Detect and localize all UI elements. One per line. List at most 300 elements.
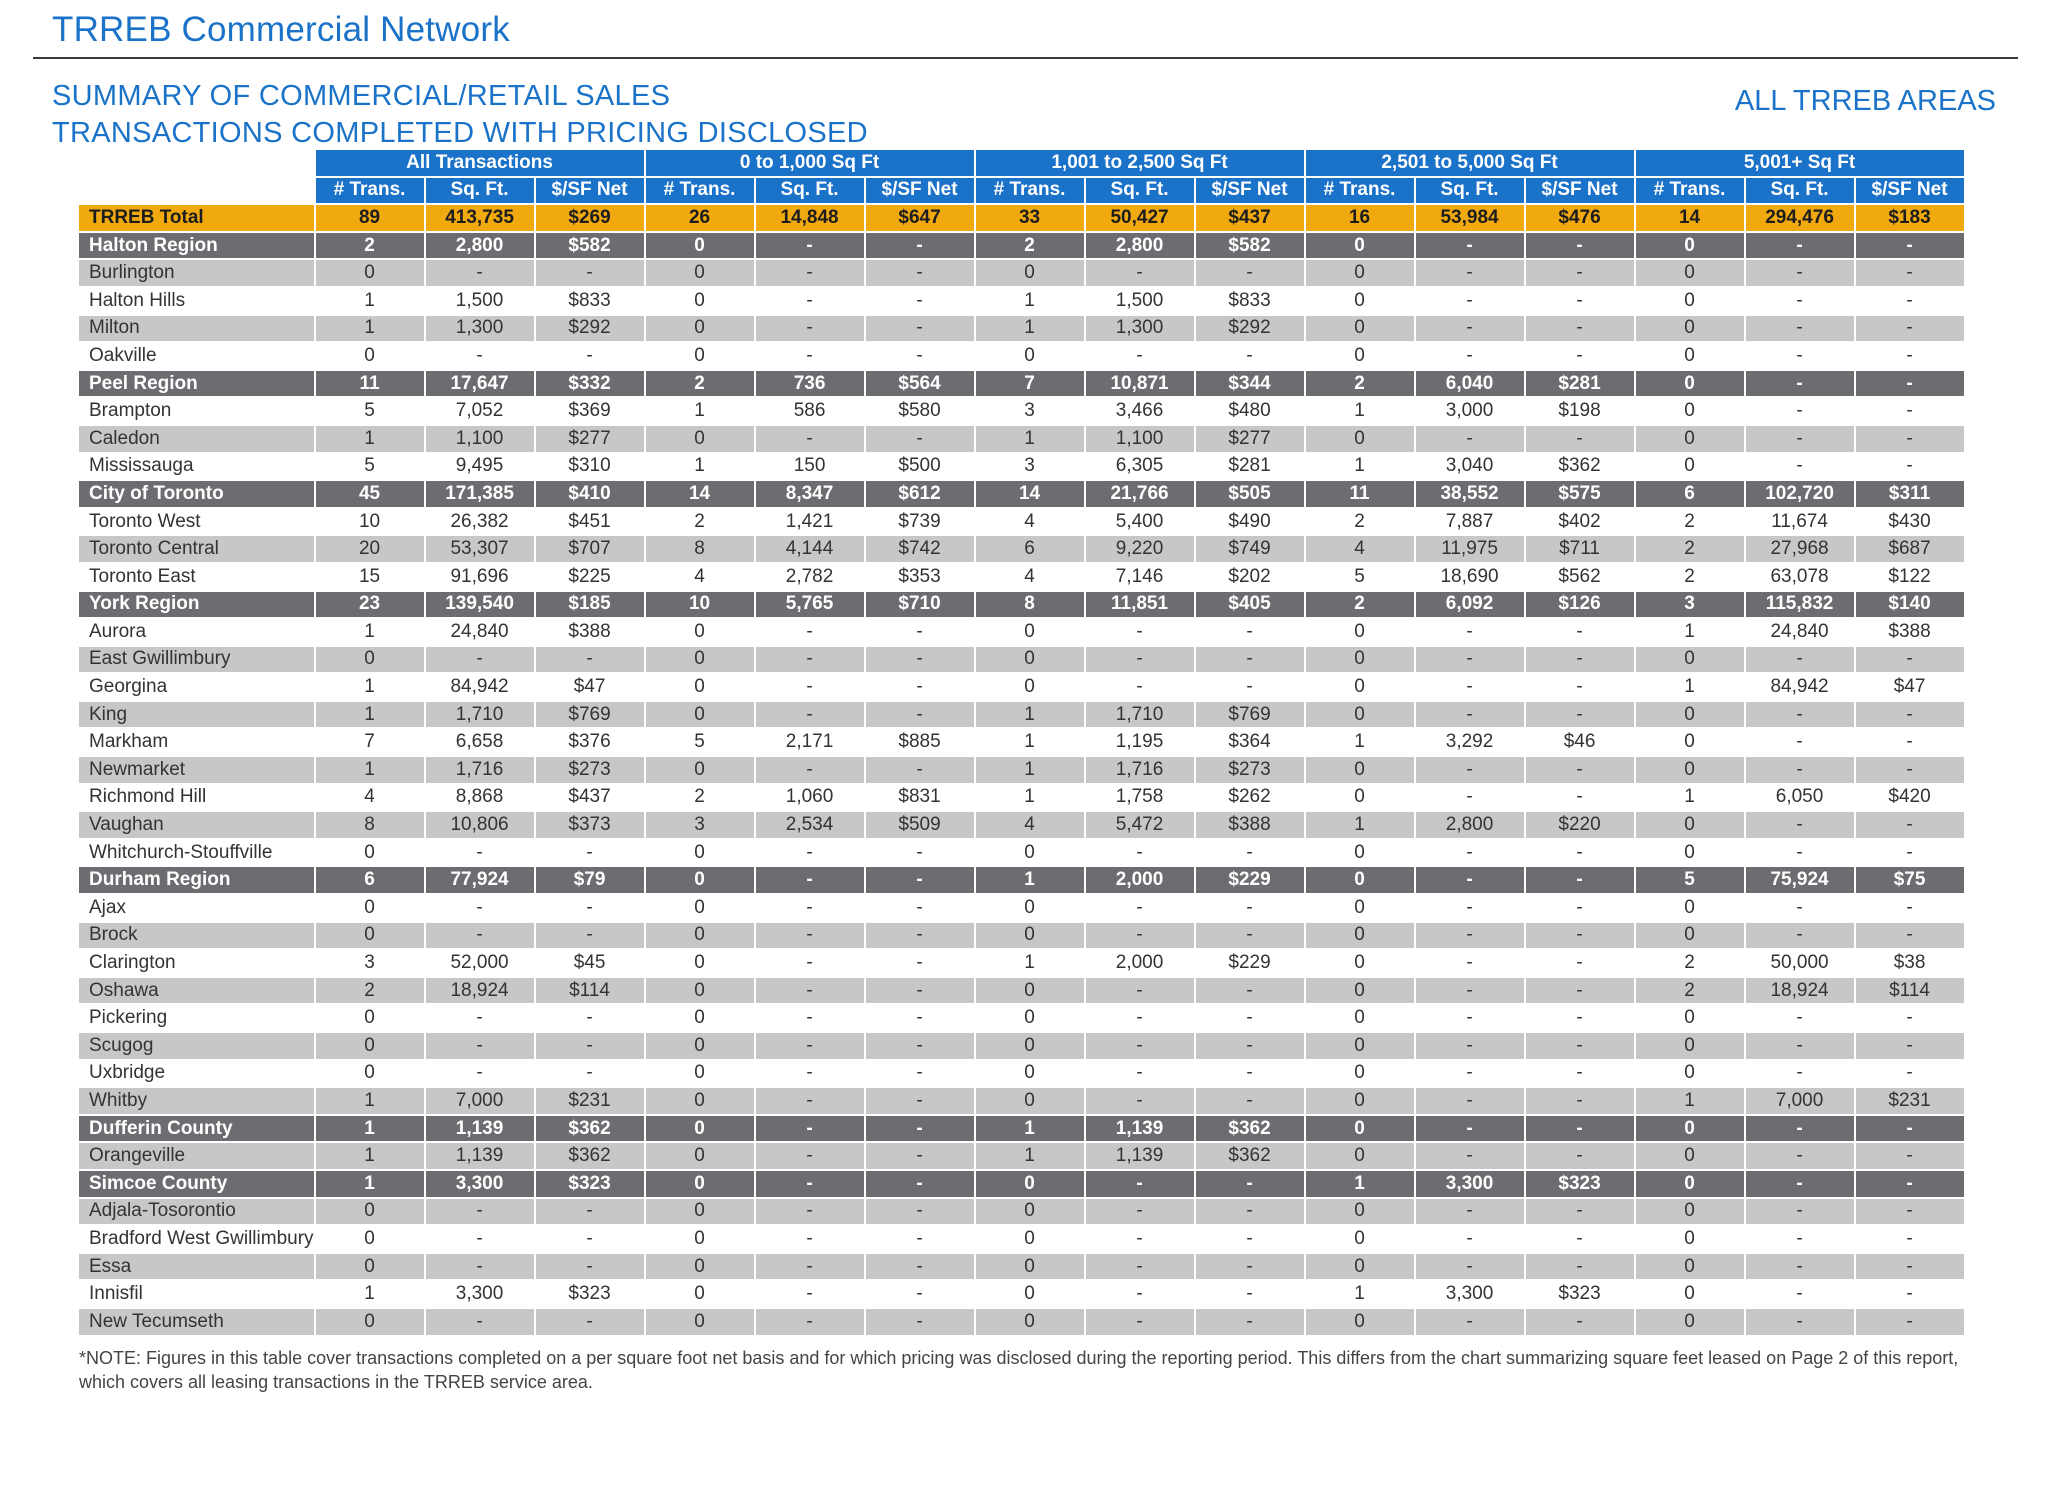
trans-count-cell: 0 <box>1306 260 1416 288</box>
area-name-cell: Whitby <box>79 1088 316 1116</box>
trans-count-cell: 1 <box>976 867 1086 895</box>
trans-count-cell: 10 <box>316 509 426 537</box>
trans-count-cell: 2 <box>1636 978 1746 1006</box>
area-name-cell: Adjala-Tosorontio <box>79 1199 316 1227</box>
sf-net-cell: - <box>536 1309 646 1337</box>
sf-net-cell: - <box>1856 371 1966 399</box>
trans-count-cell: 5 <box>1306 564 1416 592</box>
sf-net-cell: - <box>1856 233 1966 261</box>
sqft-cell: 77,924 <box>426 867 536 895</box>
sf-net-cell: - <box>1856 343 1966 371</box>
sqft-cell: - <box>1416 619 1526 647</box>
sf-net-cell: $388 <box>1856 619 1966 647</box>
sf-net-cell: $220 <box>1526 812 1636 840</box>
sqft-cell: 6,040 <box>1416 371 1526 399</box>
sf-net-cell: $580 <box>866 398 976 426</box>
sf-net-cell: $369 <box>536 398 646 426</box>
sqft-cell: - <box>1746 840 1856 868</box>
sf-net-cell: $687 <box>1856 536 1966 564</box>
area-name-cell: Milton <box>79 316 316 344</box>
sf-net-cell: $38 <box>1856 950 1966 978</box>
area-name-cell: Ajax <box>79 895 316 923</box>
trans-count-cell: 1 <box>1636 1088 1746 1116</box>
trans-count-cell: 0 <box>976 923 1086 951</box>
sf-net-cell: - <box>1196 1061 1306 1089</box>
trans-count-cell: 0 <box>1306 1254 1416 1282</box>
sf-net-cell: $229 <box>1196 867 1306 895</box>
sqft-cell: 150 <box>756 454 866 482</box>
sqft-cell: - <box>1746 1143 1856 1171</box>
sf-net-cell: - <box>1856 1171 1966 1199</box>
sqft-cell: - <box>1746 1226 1856 1254</box>
sqft-cell: - <box>1416 757 1526 785</box>
sqft-cell: 50,000 <box>1746 950 1856 978</box>
trans-count-cell: 4 <box>976 564 1086 592</box>
sqft-cell: - <box>1416 978 1526 1006</box>
trans-count-cell: 1 <box>316 619 426 647</box>
footnote: *NOTE: Figures in this table cover transactions completed on a per square foot net basis and for which pricing was disclosed during the reporting period. This differs from the chart summarizing square feet leased on Page 2 of this report, which covers all leasing transactions in the TRREB service area. <box>79 1348 1959 1392</box>
trans-count-cell: 0 <box>1306 1199 1416 1227</box>
sqft-cell: 586 <box>756 398 866 426</box>
trans-count-cell: 1 <box>316 1088 426 1116</box>
sf-net-cell: $231 <box>536 1088 646 1116</box>
column-header-sf-net: $/SF Net <box>1196 178 1306 206</box>
trans-count-cell: 0 <box>1636 1309 1746 1337</box>
area-name-cell: Toronto West <box>79 509 316 537</box>
sales-table <box>79 150 1966 1337</box>
sf-net-cell: $420 <box>1856 785 1966 813</box>
trans-count-cell: 11 <box>316 371 426 399</box>
column-header-sf-net: $/SF Net <box>1856 178 1966 206</box>
sf-net-cell: $353 <box>866 564 976 592</box>
trans-count-cell: 0 <box>976 1061 1086 1089</box>
sf-net-cell: - <box>1526 1199 1636 1227</box>
sqft-cell: - <box>1746 1033 1856 1061</box>
sf-net-cell: - <box>1856 729 1966 757</box>
sqft-cell: - <box>1086 1171 1196 1199</box>
trans-count-cell: 45 <box>316 481 426 509</box>
sf-net-cell: - <box>1856 1199 1966 1227</box>
area-name-cell: Brampton <box>79 398 316 426</box>
sqft-cell: - <box>1086 1088 1196 1116</box>
sqft-cell: - <box>1746 1309 1856 1337</box>
sqft-cell: 1,716 <box>1086 757 1196 785</box>
trans-count-cell: 0 <box>1306 840 1416 868</box>
sqft-cell: 6,658 <box>426 729 536 757</box>
area-row <box>79 840 1966 868</box>
sqft-cell: - <box>426 1061 536 1089</box>
sf-net-cell: $430 <box>1856 509 1966 537</box>
trans-count-cell: 0 <box>1306 1226 1416 1254</box>
area-name-cell: New Tecumseth <box>79 1309 316 1337</box>
sqft-cell: - <box>1086 1226 1196 1254</box>
sqft-cell: - <box>1416 674 1526 702</box>
sf-net-cell: $707 <box>536 536 646 564</box>
trans-count-cell: 0 <box>976 1088 1086 1116</box>
group-header-row <box>79 150 1966 178</box>
sf-net-cell: $323 <box>536 1171 646 1199</box>
sf-net-cell: $114 <box>536 978 646 1006</box>
trans-count-cell: 0 <box>646 647 756 675</box>
trans-count-cell: 0 <box>646 1226 756 1254</box>
trans-count-cell: 0 <box>1306 426 1416 454</box>
sf-net-cell: $647 <box>866 205 976 233</box>
trans-count-cell: 2 <box>1306 509 1416 537</box>
report-title-line-2: TRANSACTIONS COMPLETED WITH PRICING DISCLOSED <box>52 117 868 149</box>
trans-count-cell: 15 <box>316 564 426 592</box>
sqft-cell: - <box>756 1033 866 1061</box>
sf-net-cell: $79 <box>536 867 646 895</box>
area-name-cell: Halton Hills <box>79 288 316 316</box>
trans-count-cell: 0 <box>646 343 756 371</box>
sf-net-cell: $292 <box>1196 316 1306 344</box>
region-row <box>79 233 1966 261</box>
sf-net-cell: $75 <box>1856 867 1966 895</box>
area-row <box>79 1033 1966 1061</box>
sf-net-cell: - <box>1856 647 1966 675</box>
sqft-cell: - <box>1746 398 1856 426</box>
sf-net-cell: - <box>866 895 976 923</box>
sf-net-cell: - <box>1856 288 1966 316</box>
sqft-cell: - <box>426 647 536 675</box>
sqft-cell: - <box>756 840 866 868</box>
sqft-cell: - <box>1086 260 1196 288</box>
sf-net-cell: $273 <box>536 757 646 785</box>
trans-count-cell: 2 <box>1636 950 1746 978</box>
sqft-cell: 294,476 <box>1746 205 1856 233</box>
trans-count-cell: 0 <box>646 260 756 288</box>
trans-count-cell: 1 <box>976 729 1086 757</box>
trans-count-cell: 4 <box>976 509 1086 537</box>
sf-net-cell: $281 <box>1196 454 1306 482</box>
sf-net-cell: - <box>1856 1061 1966 1089</box>
sqft-cell: - <box>756 619 866 647</box>
trans-count-cell: 0 <box>316 343 426 371</box>
trans-count-cell: 0 <box>1306 785 1416 813</box>
sqft-cell: - <box>426 840 536 868</box>
trans-count-cell: 0 <box>1306 1005 1416 1033</box>
sqft-cell: 1,758 <box>1086 785 1196 813</box>
trans-count-cell: 1 <box>1306 812 1416 840</box>
sqft-cell: 6,092 <box>1416 592 1526 620</box>
trans-count-cell: 0 <box>976 619 1086 647</box>
sf-net-cell: $500 <box>866 454 976 482</box>
sqft-cell: 413,735 <box>426 205 536 233</box>
sqft-cell: - <box>756 923 866 951</box>
sf-net-cell: - <box>1526 867 1636 895</box>
sf-net-cell: $323 <box>1526 1171 1636 1199</box>
sf-net-cell: $273 <box>1196 757 1306 785</box>
sqft-cell: 2,000 <box>1086 950 1196 978</box>
trans-count-cell: 0 <box>646 674 756 702</box>
header-corner <box>79 178 316 206</box>
trans-count-cell: 0 <box>1636 1061 1746 1089</box>
trans-count-cell: 0 <box>976 1226 1086 1254</box>
report-title-line-1: SUMMARY OF COMMERCIAL/RETAIL SALES <box>52 80 671 112</box>
trans-count-cell: 8 <box>646 536 756 564</box>
column-header-sqft: Sq. Ft. <box>1086 178 1196 206</box>
sqft-cell: 3,300 <box>426 1171 536 1199</box>
area-name-cell: Markham <box>79 729 316 757</box>
region-row <box>79 592 1966 620</box>
trans-count-cell: 7 <box>976 371 1086 399</box>
sf-net-cell: $362 <box>536 1116 646 1144</box>
sqft-cell: - <box>1086 923 1196 951</box>
sf-net-cell: $364 <box>1196 729 1306 757</box>
trans-count-cell: 1 <box>316 426 426 454</box>
trans-count-cell: 0 <box>1636 1116 1746 1144</box>
column-header-sqft: Sq. Ft. <box>426 178 536 206</box>
sqft-cell: - <box>1086 1309 1196 1337</box>
sf-net-cell: - <box>536 260 646 288</box>
trans-count-cell: 0 <box>1636 1171 1746 1199</box>
sf-net-cell: - <box>866 867 976 895</box>
area-row <box>79 785 1966 813</box>
sf-net-cell: - <box>1856 398 1966 426</box>
sqft-cell: 2,800 <box>1086 233 1196 261</box>
column-header-trans: # Trans. <box>1306 178 1416 206</box>
sqft-cell: 1,500 <box>426 288 536 316</box>
area-name-cell: Whitchurch-Stouffville <box>79 840 316 868</box>
sf-net-cell: - <box>1526 895 1636 923</box>
area-row <box>79 1226 1966 1254</box>
sqft-cell: 5,472 <box>1086 812 1196 840</box>
trans-count-cell: 0 <box>1636 757 1746 785</box>
sqft-cell: - <box>756 1005 866 1033</box>
trans-count-cell: 0 <box>1636 1281 1746 1309</box>
sqft-cell: 1,710 <box>426 702 536 730</box>
sf-net-cell: $362 <box>1196 1116 1306 1144</box>
trans-count-cell: 2 <box>1636 536 1746 564</box>
sales-table-container <box>79 150 1966 1337</box>
area-row <box>79 1309 1966 1337</box>
sf-net-cell: - <box>536 1226 646 1254</box>
sqft-cell: - <box>756 260 866 288</box>
sf-net-cell: $490 <box>1196 509 1306 537</box>
sqft-cell: - <box>756 647 866 675</box>
sf-net-cell: - <box>866 1033 976 1061</box>
sqft-cell: - <box>756 702 866 730</box>
group-header-0-1000: 0 to 1,000 Sq Ft <box>646 150 976 178</box>
trans-count-cell: 0 <box>646 1116 756 1144</box>
sqft-cell: - <box>1086 674 1196 702</box>
area-label: ALL TRREB AREAS <box>1734 85 1996 117</box>
trans-count-cell: 0 <box>646 757 756 785</box>
table-body <box>79 205 1966 1336</box>
sf-net-cell: - <box>866 619 976 647</box>
sqft-cell: - <box>426 923 536 951</box>
sqft-cell: 7,000 <box>426 1088 536 1116</box>
sf-net-cell: - <box>866 1116 976 1144</box>
sqft-cell: 38,552 <box>1416 481 1526 509</box>
sf-net-cell: $183 <box>1856 205 1966 233</box>
trans-count-cell: 0 <box>1306 1143 1416 1171</box>
sf-net-cell: - <box>1526 1226 1636 1254</box>
sf-net-cell: - <box>1526 1143 1636 1171</box>
trans-count-cell: 2 <box>316 233 426 261</box>
trans-count-cell: 0 <box>1306 867 1416 895</box>
sf-net-cell: - <box>866 674 976 702</box>
trans-count-cell: 0 <box>1636 454 1746 482</box>
sf-net-cell: - <box>536 1199 646 1227</box>
sqft-cell: 1,500 <box>1086 288 1196 316</box>
area-name-cell: Aurora <box>79 619 316 647</box>
sf-net-cell: - <box>866 260 976 288</box>
sf-net-cell: $362 <box>536 1143 646 1171</box>
sqft-cell: - <box>756 1309 866 1337</box>
trans-count-cell: 0 <box>1306 674 1416 702</box>
sqft-cell: 84,942 <box>426 674 536 702</box>
trans-count-cell: 0 <box>646 950 756 978</box>
trans-count-cell: 0 <box>1636 316 1746 344</box>
area-name-cell: Vaughan <box>79 812 316 840</box>
sf-net-cell: $388 <box>1196 812 1306 840</box>
trans-count-cell: 1 <box>976 316 1086 344</box>
sqft-cell: - <box>426 1254 536 1282</box>
trans-count-cell: 0 <box>1306 978 1416 1006</box>
area-name-cell: Oshawa <box>79 978 316 1006</box>
trans-count-cell: 0 <box>646 1309 756 1337</box>
sqft-cell: - <box>1416 923 1526 951</box>
sf-net-cell: - <box>1196 1254 1306 1282</box>
area-row <box>79 1088 1966 1116</box>
trans-count-cell: 10 <box>646 592 756 620</box>
sf-net-cell: - <box>1856 840 1966 868</box>
sqft-cell: 115,832 <box>1746 592 1856 620</box>
sf-net-cell: $122 <box>1856 564 1966 592</box>
trans-count-cell: 0 <box>1306 1309 1416 1337</box>
sf-net-cell: - <box>866 1226 976 1254</box>
sqft-cell: 139,540 <box>426 592 536 620</box>
sqft-cell: - <box>756 674 866 702</box>
sqft-cell: - <box>1086 1199 1196 1227</box>
sqft-cell: 18,924 <box>1746 978 1856 1006</box>
sf-net-cell: $47 <box>536 674 646 702</box>
sf-net-cell: - <box>1856 923 1966 951</box>
trans-count-cell: 0 <box>1636 260 1746 288</box>
sqft-cell: - <box>1746 1281 1856 1309</box>
trans-count-cell: 0 <box>646 426 756 454</box>
sqft-cell: - <box>1746 371 1856 399</box>
area-name-cell: Toronto East <box>79 564 316 592</box>
trans-count-cell: 0 <box>976 260 1086 288</box>
sf-net-cell: - <box>1856 1033 1966 1061</box>
sqft-cell: - <box>1416 1005 1526 1033</box>
sf-net-cell: - <box>1526 702 1636 730</box>
trans-count-cell: 14 <box>646 481 756 509</box>
sqft-cell: 2,800 <box>1416 812 1526 840</box>
area-row <box>79 729 1966 757</box>
sf-net-cell: - <box>1526 288 1636 316</box>
sqft-cell: - <box>1416 1143 1526 1171</box>
sf-net-cell: - <box>866 316 976 344</box>
sf-net-cell: - <box>1856 1309 1966 1337</box>
sf-net-cell: $362 <box>1196 1143 1306 1171</box>
trans-count-cell: 1 <box>316 757 426 785</box>
sqft-cell: 1,139 <box>426 1143 536 1171</box>
trans-count-cell: 0 <box>1636 840 1746 868</box>
sf-net-cell: $46 <box>1526 729 1636 757</box>
trans-count-cell: 0 <box>316 895 426 923</box>
sf-net-cell: $833 <box>1196 288 1306 316</box>
sqft-cell: 1,300 <box>426 316 536 344</box>
sf-net-cell: $710 <box>866 592 976 620</box>
trans-count-cell: 0 <box>316 1226 426 1254</box>
sf-net-cell: $833 <box>536 288 646 316</box>
sf-net-cell: - <box>1526 343 1636 371</box>
trans-count-cell: 1 <box>976 702 1086 730</box>
sf-net-cell: $229 <box>1196 950 1306 978</box>
trans-count-cell: 20 <box>316 536 426 564</box>
trans-count-cell: 0 <box>976 1309 1086 1337</box>
sqft-cell: - <box>426 343 536 371</box>
trans-count-cell: 1 <box>976 426 1086 454</box>
trans-count-cell: 1 <box>316 316 426 344</box>
sf-net-cell: $831 <box>866 785 976 813</box>
sqft-cell: 17,647 <box>426 371 536 399</box>
area-row <box>79 1199 1966 1227</box>
trans-count-cell: 16 <box>1306 205 1416 233</box>
trans-count-cell: 1 <box>316 1281 426 1309</box>
area-row <box>79 812 1966 840</box>
trans-count-cell: 0 <box>976 1033 1086 1061</box>
sqft-cell: - <box>1416 867 1526 895</box>
sf-net-cell: - <box>1196 1005 1306 1033</box>
trans-count-cell: 6 <box>316 867 426 895</box>
trans-count-cell: 14 <box>1636 205 1746 233</box>
sqft-cell: - <box>756 1116 866 1144</box>
sf-net-cell: - <box>1856 426 1966 454</box>
sqft-cell: 3,466 <box>1086 398 1196 426</box>
trans-count-cell: 1 <box>976 757 1086 785</box>
sf-net-cell: - <box>1526 1309 1636 1337</box>
sqft-cell: - <box>1416 288 1526 316</box>
area-name-cell: City of Toronto <box>79 481 316 509</box>
area-row <box>79 1005 1966 1033</box>
sqft-cell: - <box>1746 757 1856 785</box>
sf-net-cell: $126 <box>1526 592 1636 620</box>
sqft-cell: - <box>756 288 866 316</box>
trans-count-cell: 0 <box>976 343 1086 371</box>
sf-net-cell: $564 <box>866 371 976 399</box>
sf-net-cell: - <box>1196 647 1306 675</box>
trans-count-cell: 0 <box>1636 812 1746 840</box>
sqft-cell: - <box>756 1199 866 1227</box>
sqft-cell: 11,674 <box>1746 509 1856 537</box>
sqft-cell: 50,427 <box>1086 205 1196 233</box>
sqft-cell: 1,100 <box>1086 426 1196 454</box>
sf-net-cell: - <box>866 1199 976 1227</box>
sqft-cell: - <box>1746 233 1856 261</box>
area-row <box>79 564 1966 592</box>
sqft-cell: - <box>1086 343 1196 371</box>
region-row <box>79 1116 1966 1144</box>
sf-net-cell: - <box>1196 1033 1306 1061</box>
sf-net-cell: $437 <box>1196 205 1306 233</box>
trans-count-cell: 1 <box>1636 619 1746 647</box>
sqft-cell: 11,975 <box>1416 536 1526 564</box>
sqft-cell: 1,300 <box>1086 316 1196 344</box>
sf-net-cell: $509 <box>866 812 976 840</box>
area-name-cell: Richmond Hill <box>79 785 316 813</box>
sf-net-cell: $405 <box>1196 592 1306 620</box>
sf-net-cell: - <box>1196 840 1306 868</box>
trans-count-cell: 1 <box>1306 454 1416 482</box>
sf-net-cell: $612 <box>866 481 976 509</box>
sqft-cell: - <box>1746 454 1856 482</box>
area-name-cell: Essa <box>79 1254 316 1282</box>
sf-net-cell: $202 <box>1196 564 1306 592</box>
